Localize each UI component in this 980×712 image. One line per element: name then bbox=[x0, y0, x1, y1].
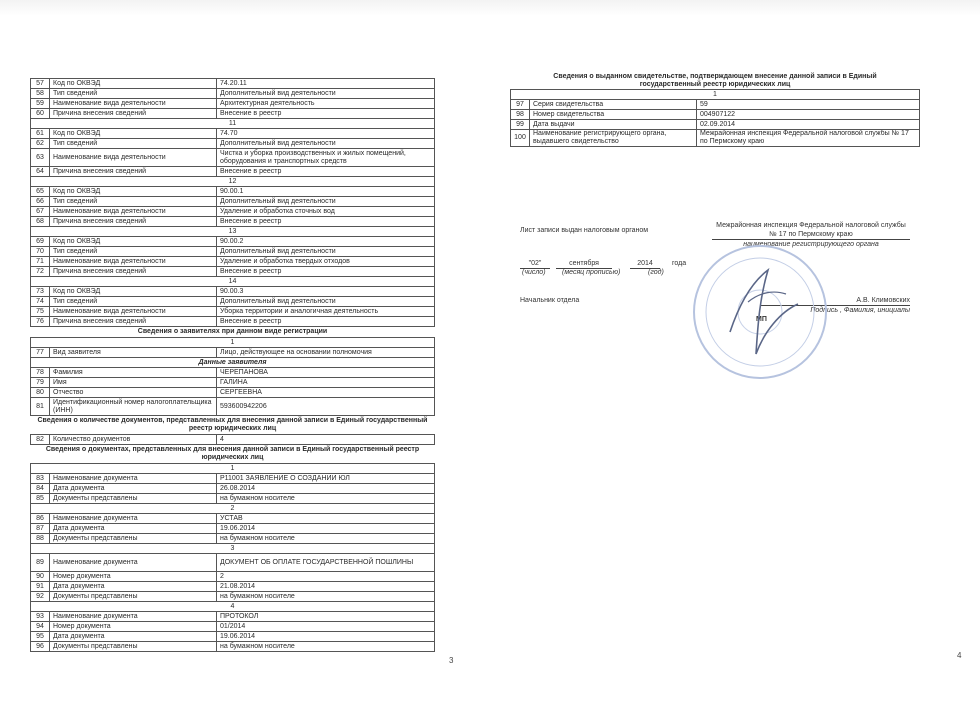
page-number-right: 4 bbox=[957, 651, 962, 660]
date-suffix: года bbox=[672, 260, 687, 267]
table-row: 95 Дата документа 19.06.2014 bbox=[31, 632, 435, 642]
authority-caption: наименование регистрирующего органа bbox=[743, 241, 879, 248]
table-row: 74 Тип сведений Дополнительный вид деятельности bbox=[31, 297, 435, 307]
doc-count-title: Сведения о количестве документов, представленных для внесения данной записи в Единый государственный реестр юридических лиц bbox=[37, 417, 428, 432]
left-page bbox=[30, 78, 435, 652]
certificate-title: Сведения о выданном свидетельстве, подтверждающем внесение данной записи в Единый государственный реестр юридических лиц bbox=[553, 73, 877, 88]
table-row: 71 Наименование вида деятельности Удаление и обработка твердых отходов bbox=[31, 257, 435, 267]
section-index: 12 bbox=[31, 177, 435, 187]
table-row: 82 Количество документов 4 bbox=[31, 435, 435, 445]
section-index: 1 bbox=[511, 90, 920, 100]
table-row: 62 Тип сведений Дополнительный вид деятельности bbox=[31, 139, 435, 149]
section-index: 3 bbox=[31, 544, 435, 554]
table-row: 90 Номер документа 2 bbox=[31, 572, 435, 582]
table-row: 89 Наименование документа ДОКУМЕНТ ОБ ОПЛАТЕ ГОСУДАРСТВЕННОЙ ПОШЛИНЫ bbox=[31, 554, 435, 572]
table-row: 96 Документы представлены на бумажном носителе bbox=[31, 642, 435, 652]
table-row: 77 Вид заявителя Лицо, действующее на основании полномочия bbox=[31, 348, 435, 358]
table-row: 68 Причина внесения сведений Внесение в реестр bbox=[31, 217, 435, 227]
docs-table bbox=[30, 463, 435, 652]
applicant-data-title: Данные заявителя bbox=[31, 358, 435, 368]
table-row: 88 Документы представлены на бумажном носителе bbox=[31, 534, 435, 544]
table-row: 61 Код по ОКВЭД 74.70 bbox=[31, 129, 435, 139]
applicants-table bbox=[30, 337, 435, 416]
table-row: 83 Наименование документа Р11001 ЗАЯВЛЕНИЕ О СОЗДАНИИ ЮЛ bbox=[31, 474, 435, 484]
table-row: 75 Наименование вида деятельности Уборка территории и аналогичная деятельность bbox=[31, 307, 435, 317]
page-number-left: 3 bbox=[449, 656, 454, 665]
section-index: 13 bbox=[31, 227, 435, 237]
table-row: 94 Номер документа 01/2014 bbox=[31, 622, 435, 632]
table-row: 81 Идентификационный номер налогоплательщика (ИНН) 593600942206 bbox=[31, 398, 435, 416]
date-month-caption: (месяц прописью) bbox=[562, 269, 621, 276]
scan-top-edge bbox=[0, 0, 980, 16]
table-row: 80 Отчество СЕРГЕЕВНА bbox=[31, 388, 435, 398]
certificate-table bbox=[510, 89, 920, 147]
doc-count-table bbox=[30, 434, 435, 445]
date-month: сентября bbox=[556, 259, 612, 269]
table-row: 87 Дата документа 19.06.2014 bbox=[31, 524, 435, 534]
table-row: 58 Тип сведений Дополнительный вид деятельности bbox=[31, 89, 435, 99]
table-row: 92 Документы представлены на бумажном носителе bbox=[31, 592, 435, 602]
date-year: 2014 bbox=[630, 259, 660, 269]
signature-caption: Подпись , Фамилия, инициалы bbox=[810, 307, 910, 314]
table-row: 63 Наименование вида деятельности Чистка и уборка производственных и жилых помещений, оборудования и транспортных средств bbox=[31, 149, 435, 167]
table-row: 84 Дата документа 26.08.2014 bbox=[31, 484, 435, 494]
table-row: 67 Наименование вида деятельности Удаление и обработка сточных вод bbox=[31, 207, 435, 217]
table-row: 97 Серия свидетельства 59 bbox=[511, 100, 920, 110]
issued-by-label: Лист записи выдан налоговым органом bbox=[520, 227, 649, 234]
table-row: 72 Причина внесения сведений Внесение в реестр bbox=[31, 267, 435, 277]
applicants-title: Сведения о заявителях при данном виде регистрации bbox=[137, 328, 328, 335]
table-row: 93 Наименование документа ПРОТОКОЛ bbox=[31, 612, 435, 622]
signature-stroke bbox=[748, 292, 786, 302]
right-page bbox=[510, 73, 920, 147]
table-row: 85 Документы представлены на бумажном носителе bbox=[31, 494, 435, 504]
table-row: 78 Фамилия ЧЕРЕПАНОВА bbox=[31, 368, 435, 378]
docs-title: Сведения о документах, представленных для внесения данной записи в Единый государственный реестр юридических лиц bbox=[45, 446, 420, 461]
date-day: "02" bbox=[520, 259, 550, 269]
table-row: 79 Имя ГАЛИНА bbox=[31, 378, 435, 388]
section-index: 11 bbox=[31, 119, 435, 129]
table-row: 65 Код по ОКВЭД 90.00.1 bbox=[31, 187, 435, 197]
table-row: 59 Наименование вида деятельности Архитектурная деятельность bbox=[31, 99, 435, 109]
table-row: 69 Код по ОКВЭД 90.00.2 bbox=[31, 237, 435, 247]
table-row: 99 Дата выдачи 02.09.2014 bbox=[511, 120, 920, 130]
table-row: 91 Дата документа 21.08.2014 bbox=[31, 582, 435, 592]
table-row: 70 Тип сведений Дополнительный вид деятельности bbox=[31, 247, 435, 257]
table-row: 66 Тип сведений Дополнительный вид деятельности bbox=[31, 197, 435, 207]
signature-stroke bbox=[730, 270, 798, 354]
authority-name: Межрайонная инспекция Федеральной налоговой службы № 17 по Пермскому краю bbox=[712, 221, 910, 240]
mp-mark: МП bbox=[756, 316, 767, 323]
head-label: Начальник отдела bbox=[520, 297, 580, 304]
section-index: 4 bbox=[31, 602, 435, 612]
table-row: 73 Код по ОКВЭД 90.00.3 bbox=[31, 287, 435, 297]
section-index: 2 bbox=[31, 504, 435, 514]
date-day-caption: (число) bbox=[522, 269, 546, 276]
table-row: 86 Наименование документа УСТАВ bbox=[31, 514, 435, 524]
head-name: А.В. Климовских bbox=[760, 296, 910, 306]
date-year-caption: (год) bbox=[648, 269, 664, 276]
section-index: 1 bbox=[31, 338, 435, 348]
seal-stamp bbox=[690, 242, 830, 382]
table-row: 57 Код по ОКВЭД 74.20.11 bbox=[31, 79, 435, 89]
table-row: 76 Причина внесения сведений Внесение в реестр bbox=[31, 317, 435, 327]
table-row: 100 Наименование регистрирующего органа, выдавшего свидетельство Межрайонная инспекция Федеральной налоговой службы № 17 по Пермскому краю bbox=[511, 130, 920, 147]
table-row: 64 Причина внесения сведений Внесение в реестр bbox=[31, 167, 435, 177]
section-index: 1 bbox=[31, 464, 435, 474]
table-row: 60 Причина внесения сведений Внесение в реестр bbox=[31, 109, 435, 119]
table-row: 98 Номер свидетельства 004907122 bbox=[511, 110, 920, 120]
okved-table bbox=[30, 78, 435, 327]
section-index: 14 bbox=[31, 277, 435, 287]
